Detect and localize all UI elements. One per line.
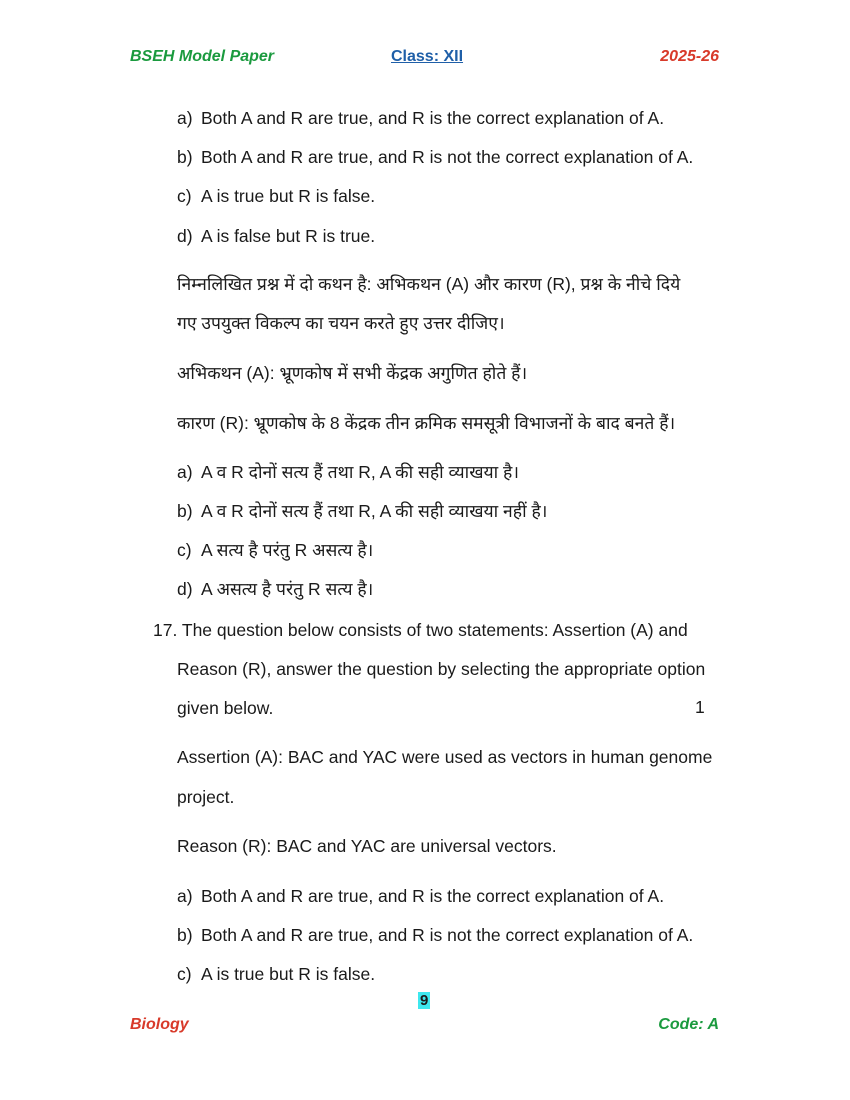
- q17-line1: 17. The question below consists of two statements: Assertion (A) and: [153, 620, 688, 640]
- q17-option-b: b) Both A and R are true, and R is not the correct explanation of A.: [177, 925, 694, 945]
- q17-option-a: a) Both A and R are true, and R is the correct explanation of A.: [177, 886, 665, 906]
- hindi-instruction-line1: निम्नलिखित प्रश्न में दो कथन है: अभिकथन (A) और कारण (R), प्रश्न के नीचे दिये: [177, 274, 681, 294]
- q17-assertion-line1: Assertion (A): BAC and YAC were used as vectors in human genome: [177, 747, 713, 767]
- hindi-assertion: अभिकथन (A): भ्रूणकोष में सभी केंद्रक अगुणित होते हैं।: [177, 363, 528, 383]
- option-c: c) A is true but R is false.: [177, 186, 376, 206]
- footer-code: Code: A: [658, 1016, 719, 1033]
- hindi-instruction-line2: गए उपयुक्त विकल्प का चयन करते हुए उत्तर दीजिए।: [177, 313, 505, 333]
- q17-line2: Reason (R), answer the question by selecting the appropriate option: [177, 659, 706, 679]
- footer-subject: Biology: [130, 1016, 189, 1033]
- header-year: 2025-26: [660, 48, 719, 65]
- hindi-option-a: a) A व R दोनों सत्य हैं तथा R, A की सही व्याखया है।: [177, 462, 519, 482]
- option-d: d) A is false but R is true.: [177, 226, 376, 246]
- q17-line3: given below.: [177, 698, 274, 718]
- option-b: b) Both A and R are true, and R is not the correct explanation of A.: [177, 147, 694, 167]
- header-class: Class: XII: [391, 48, 464, 65]
- page-number: 9: [420, 992, 429, 1009]
- q17-assertion-line2: project.: [177, 787, 235, 807]
- hindi-option-c: c) A सत्य है परंतु R असत्य है।: [177, 540, 374, 560]
- hindi-option-d: d) A असत्य है परंतु R सत्य है।: [177, 579, 374, 599]
- header-paper-title: BSEH Model Paper: [130, 48, 275, 65]
- q17-marks: 1: [695, 697, 705, 717]
- hindi-option-b: b) A व R दोनों सत्य हैं तथा R, A की सही व्याखया नहीं है।: [177, 501, 548, 521]
- q17-option-c: c) A is true but R is false.: [177, 964, 376, 984]
- hindi-reason: कारण (R): भ्रूणकोष के 8 केंद्रक तीन क्रमिक समसूत्री विभाजनों के बाद बनते हैं।: [177, 413, 676, 433]
- option-a: a) Both A and R are true, and R is the correct explanation of A.: [177, 108, 665, 128]
- q17-reason: Reason (R): BAC and YAC are universal vectors.: [177, 836, 557, 856]
